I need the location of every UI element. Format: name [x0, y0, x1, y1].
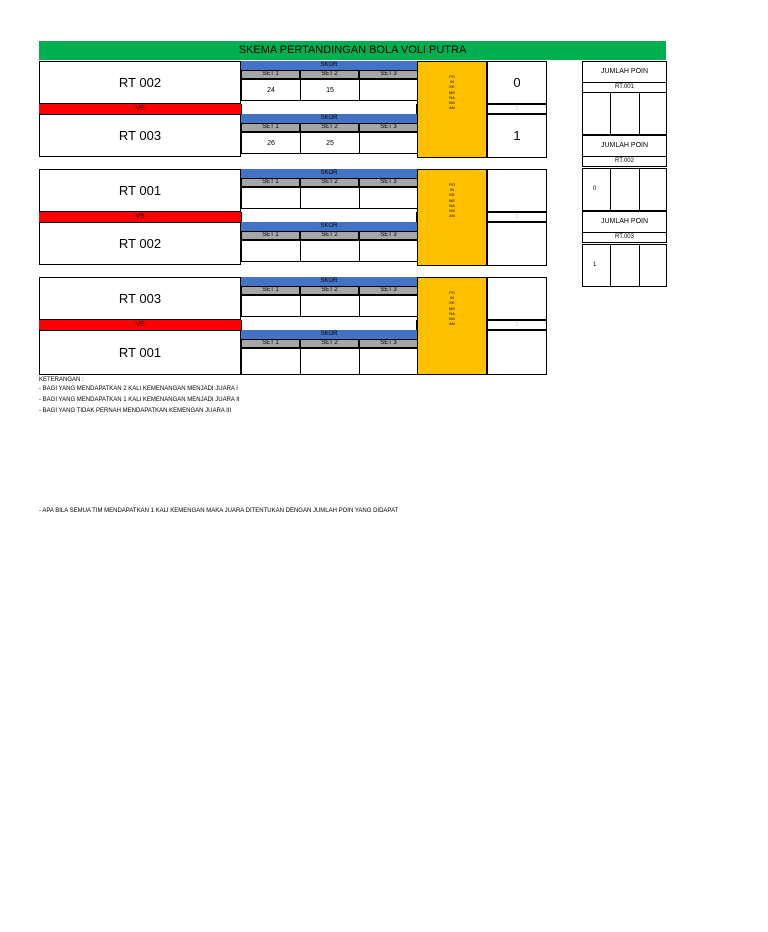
vs-spacer — [241, 320, 417, 330]
set1-header: SET 1 — [241, 231, 300, 240]
skor-header: SKOR — [241, 222, 417, 231]
team-b-set2[interactable] — [300, 240, 360, 262]
team-b-set3[interactable] — [359, 240, 418, 262]
team-b-set2[interactable]: 25 — [300, 132, 360, 154]
points-header: JUMLAH POIN — [582, 211, 667, 233]
team-a-set2[interactable]: 15 — [300, 79, 360, 101]
points-cell[interactable] — [639, 168, 667, 211]
team-a-set1[interactable]: 24 — [241, 79, 301, 101]
note-line: - BAGI YANG MENDAPATKAN 2 KALI KEMENANGAN MENJADI JUARA I — [39, 386, 238, 392]
team-b-set1[interactable] — [241, 348, 301, 375]
team-b-result[interactable]: 1 — [487, 114, 547, 158]
team-b-set1[interactable] — [241, 240, 301, 262]
set3-header: SET 3 — [359, 70, 418, 79]
points-team-label: RT.002 — [582, 156, 667, 167]
note-line: - BAGI YANG MENDAPATKAN 1 KALI KEMENANGAN MENJADI JUARA II — [39, 397, 240, 403]
points-team-label: RT.003 — [582, 232, 667, 243]
points-cell[interactable] — [610, 92, 640, 135]
vs-bar: VS — [39, 212, 241, 222]
set3-header: SET 3 — [359, 231, 418, 240]
vs-spacer — [241, 104, 417, 114]
team-a-result[interactable]: 0 — [487, 61, 547, 104]
team-a-set3[interactable] — [359, 187, 418, 209]
poin-kemenangan-column — [417, 61, 487, 158]
set1-header: SET 1 — [241, 70, 300, 79]
vs-spacer — [241, 212, 417, 222]
poin-kemenangan-column — [417, 169, 487, 266]
set1-header: SET 1 — [241, 286, 300, 295]
skor-header: SKOR — [241, 277, 417, 286]
team-b-set2[interactable] — [300, 348, 360, 375]
set3-header: SET 3 — [359, 123, 418, 132]
set3-header: SET 3 — [359, 286, 418, 295]
team-a-name: RT 002 — [39, 61, 241, 104]
vs-bar: VS — [39, 104, 241, 114]
points-value[interactable]: 1 — [582, 244, 611, 287]
vs-bar: VS — [39, 320, 241, 330]
points-value[interactable]: 0 — [582, 168, 611, 211]
points-cell[interactable] — [639, 92, 667, 135]
points-cell[interactable] — [610, 244, 640, 287]
team-a-set2[interactable] — [300, 187, 360, 209]
page-title: SKEMA PERTANDINGAN BOLA VOLI PUTRA — [39, 41, 666, 60]
team-b-set1[interactable]: 26 — [241, 132, 301, 154]
poin-label: POIN KEMENANGAN — [449, 290, 455, 327]
team-a-set2[interactable] — [300, 295, 360, 317]
colon-cell: : — [487, 320, 547, 330]
skor-header: SKOR — [241, 169, 417, 178]
points-value[interactable] — [582, 92, 611, 135]
poin-label: POIN KEMENANGAN — [449, 182, 455, 219]
note-footer: - APA BILA SEMUA TIM MENDAPATKAN 1 KALI KEMENGAN MAKA JUARA DITENTUKAN DENGAN JUMLAH POIN YANG DIDAPAT — [39, 508, 399, 514]
set3-header: SET 3 — [359, 339, 418, 348]
points-header: JUMLAH POIN — [582, 61, 667, 83]
note-line: - BAGI YANG TIDAK PERNAH MENDAPATKAN KEMENGAN JUARA III — [39, 408, 232, 414]
points-header: JUMLAH POIN — [582, 135, 667, 157]
match-2 — [39, 169, 547, 267]
points-cell[interactable] — [610, 168, 640, 211]
set1-header: SET 1 — [241, 123, 300, 132]
poin-label: POIN KEMENANGAN — [449, 74, 455, 111]
team-a-set3[interactable] — [359, 79, 418, 101]
team-a-result[interactable] — [487, 169, 547, 212]
poin-kemenangan-column — [417, 277, 487, 375]
team-b-name: RT 003 — [39, 114, 241, 157]
set3-header: SET 3 — [359, 178, 418, 187]
skor-header: SKOR — [241, 114, 417, 123]
points-team-label: RT.001 — [582, 82, 667, 93]
team-a-name: RT 003 — [39, 277, 241, 320]
team-a-result[interactable] — [487, 277, 547, 320]
points-row — [582, 92, 667, 135]
notes-heading: KETERANGAN : — [39, 377, 84, 383]
set2-header: SET 2 — [300, 286, 359, 295]
match-1 — [39, 61, 547, 159]
team-a-name: RT 001 — [39, 169, 241, 212]
set2-header: SET 2 — [300, 231, 359, 240]
set2-header: SET 2 — [300, 339, 359, 348]
team-a-set3[interactable] — [359, 295, 418, 317]
set1-header: SET 1 — [241, 178, 300, 187]
team-a-set1[interactable] — [241, 295, 301, 317]
team-b-name: RT 002 — [39, 222, 241, 265]
points-row — [582, 168, 667, 211]
skor-header: SKOR — [241, 61, 417, 70]
team-a-set1[interactable] — [241, 187, 301, 209]
team-b-set3[interactable] — [359, 348, 418, 375]
set2-header: SET 2 — [300, 123, 359, 132]
set1-header: SET 1 — [241, 339, 300, 348]
points-row — [582, 244, 667, 287]
set2-header: SET 2 — [300, 70, 359, 79]
team-b-result[interactable] — [487, 330, 547, 375]
points-cell[interactable] — [639, 244, 667, 287]
skor-header: SKOR — [241, 330, 417, 339]
match-3 — [39, 277, 547, 376]
set2-header: SET 2 — [300, 178, 359, 187]
team-b-result[interactable] — [487, 222, 547, 266]
team-b-name: RT 001 — [39, 330, 241, 375]
colon-cell: : — [487, 212, 547, 222]
colon-cell: : — [487, 104, 547, 114]
team-b-set3[interactable] — [359, 132, 418, 154]
